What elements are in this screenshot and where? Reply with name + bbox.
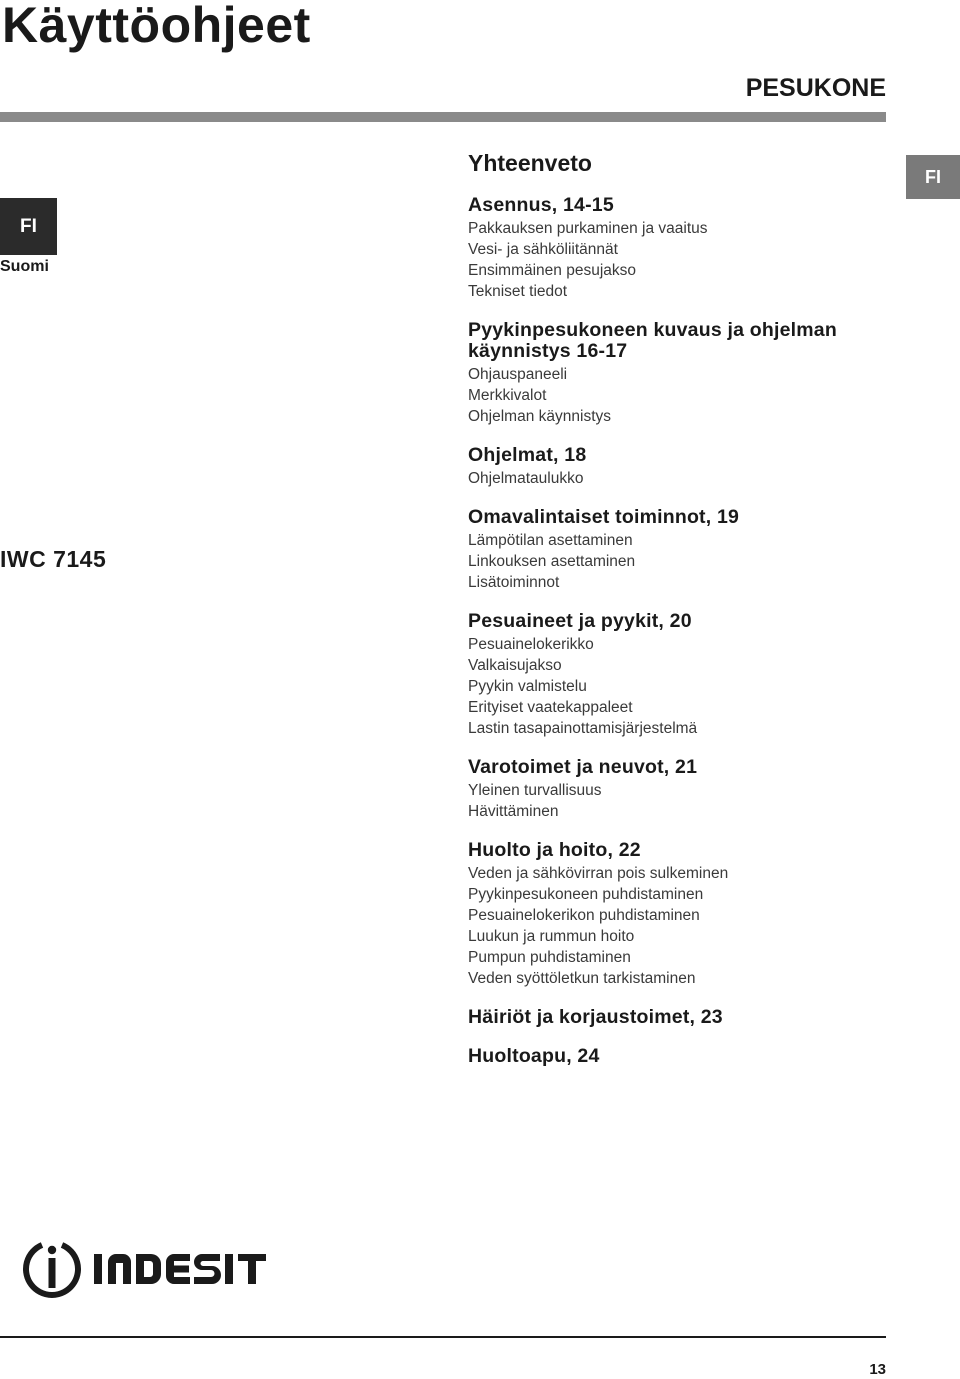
section-item: Pesuainelokerikko <box>468 636 594 653</box>
indesit-logo <box>20 1236 270 1300</box>
section-item: Tekniset tiedot <box>468 283 568 300</box>
section-item: Hävittäminen <box>468 803 559 820</box>
section-item: Luukun ja rummun hoito <box>468 928 635 945</box>
section-item: Pesuainelokerikon puhdistaminen <box>468 907 700 924</box>
section-heading: Ohjelmat, 18 <box>468 444 587 466</box>
section-item: Ohjauspaneeli <box>468 366 568 383</box>
section-heading: Asennus, 14-15 <box>468 194 614 216</box>
section-item: Merkkivalot <box>468 387 547 404</box>
section-heading: Häiriöt ja korjaustoimet, 23 <box>468 1006 723 1028</box>
toc-section <box>468 757 898 822</box>
section-item: Valkaisujakso <box>468 657 562 674</box>
section-item: Pakkauksen purkaminen ja vaaitus <box>468 220 708 237</box>
section-heading: Pyykinpesukoneen kuvaus ja ohjelman käynnistys 16-17 <box>468 319 837 362</box>
toc-section <box>468 507 898 593</box>
section-item-list <box>468 634 898 739</box>
logo-wordmark <box>94 1254 266 1284</box>
toc-section <box>468 840 898 989</box>
page-number: 13 <box>869 1361 886 1378</box>
language-code-box: FI <box>0 198 57 255</box>
section-item: Erityiset vaatekappaleet <box>468 699 633 716</box>
section-item: Veden syöttöletkun tarkistaminen <box>468 970 696 987</box>
section-item: Linkouksen asettaminen <box>468 553 636 570</box>
product-type: PESUKONE <box>745 74 886 102</box>
section-item-list <box>468 863 898 989</box>
section-heading: Huolto ja hoito, 22 <box>468 839 641 861</box>
section-item: Yleinen turvallisuus <box>468 782 602 799</box>
section-item: Veden ja sähkövirran pois sulkeminen <box>468 865 729 882</box>
table-of-contents <box>468 150 898 1085</box>
section-item: Lastin tasapainottamisjärjestelmä <box>468 720 698 737</box>
section-item-list <box>468 218 898 302</box>
section-item-list <box>468 780 898 822</box>
language-name: Suomi <box>0 258 49 275</box>
section-item: Pumpun puhdistaminen <box>468 949 631 966</box>
section-heading: Varotoimet ja neuvot, 21 <box>468 756 698 778</box>
toc-sections <box>468 195 898 1067</box>
footer-divider <box>0 1336 886 1338</box>
toc-section <box>468 195 898 302</box>
toc-section <box>468 1046 898 1067</box>
section-item: Pyykin valmistelu <box>468 678 587 695</box>
section-heading: Omavalintaiset toiminnot, 19 <box>468 506 740 528</box>
section-heading: Pesuaineet ja pyykit, 20 <box>468 610 692 632</box>
toc-title: Yhteenveto <box>468 150 592 176</box>
section-item-list <box>468 530 898 593</box>
toc-section <box>468 611 898 739</box>
toc-section <box>468 320 898 427</box>
power-i-icon <box>26 1245 78 1295</box>
section-item: Ohjelmataulukko <box>468 470 584 487</box>
section-item: Vesi- ja sähköliitännät <box>468 241 618 258</box>
section-item-list <box>468 468 898 489</box>
section-heading: Huoltoapu, 24 <box>468 1045 600 1067</box>
language-tab: FI <box>906 155 960 199</box>
document-title: Käyttöohjeet <box>2 0 311 53</box>
section-item: Lämpötilan asettaminen <box>468 532 633 549</box>
section-item: Ensimmäinen pesujakso <box>468 262 637 279</box>
header-divider <box>0 112 886 122</box>
section-item: Ohjelman käynnistys <box>468 408 612 425</box>
section-item: Lisätoiminnot <box>468 574 560 591</box>
toc-section <box>468 1007 898 1028</box>
model-number: IWC 7145 <box>0 546 107 572</box>
section-item-list <box>468 364 898 427</box>
section-item: Pyykinpesukoneen puhdistaminen <box>468 886 704 903</box>
toc-section <box>468 445 898 489</box>
